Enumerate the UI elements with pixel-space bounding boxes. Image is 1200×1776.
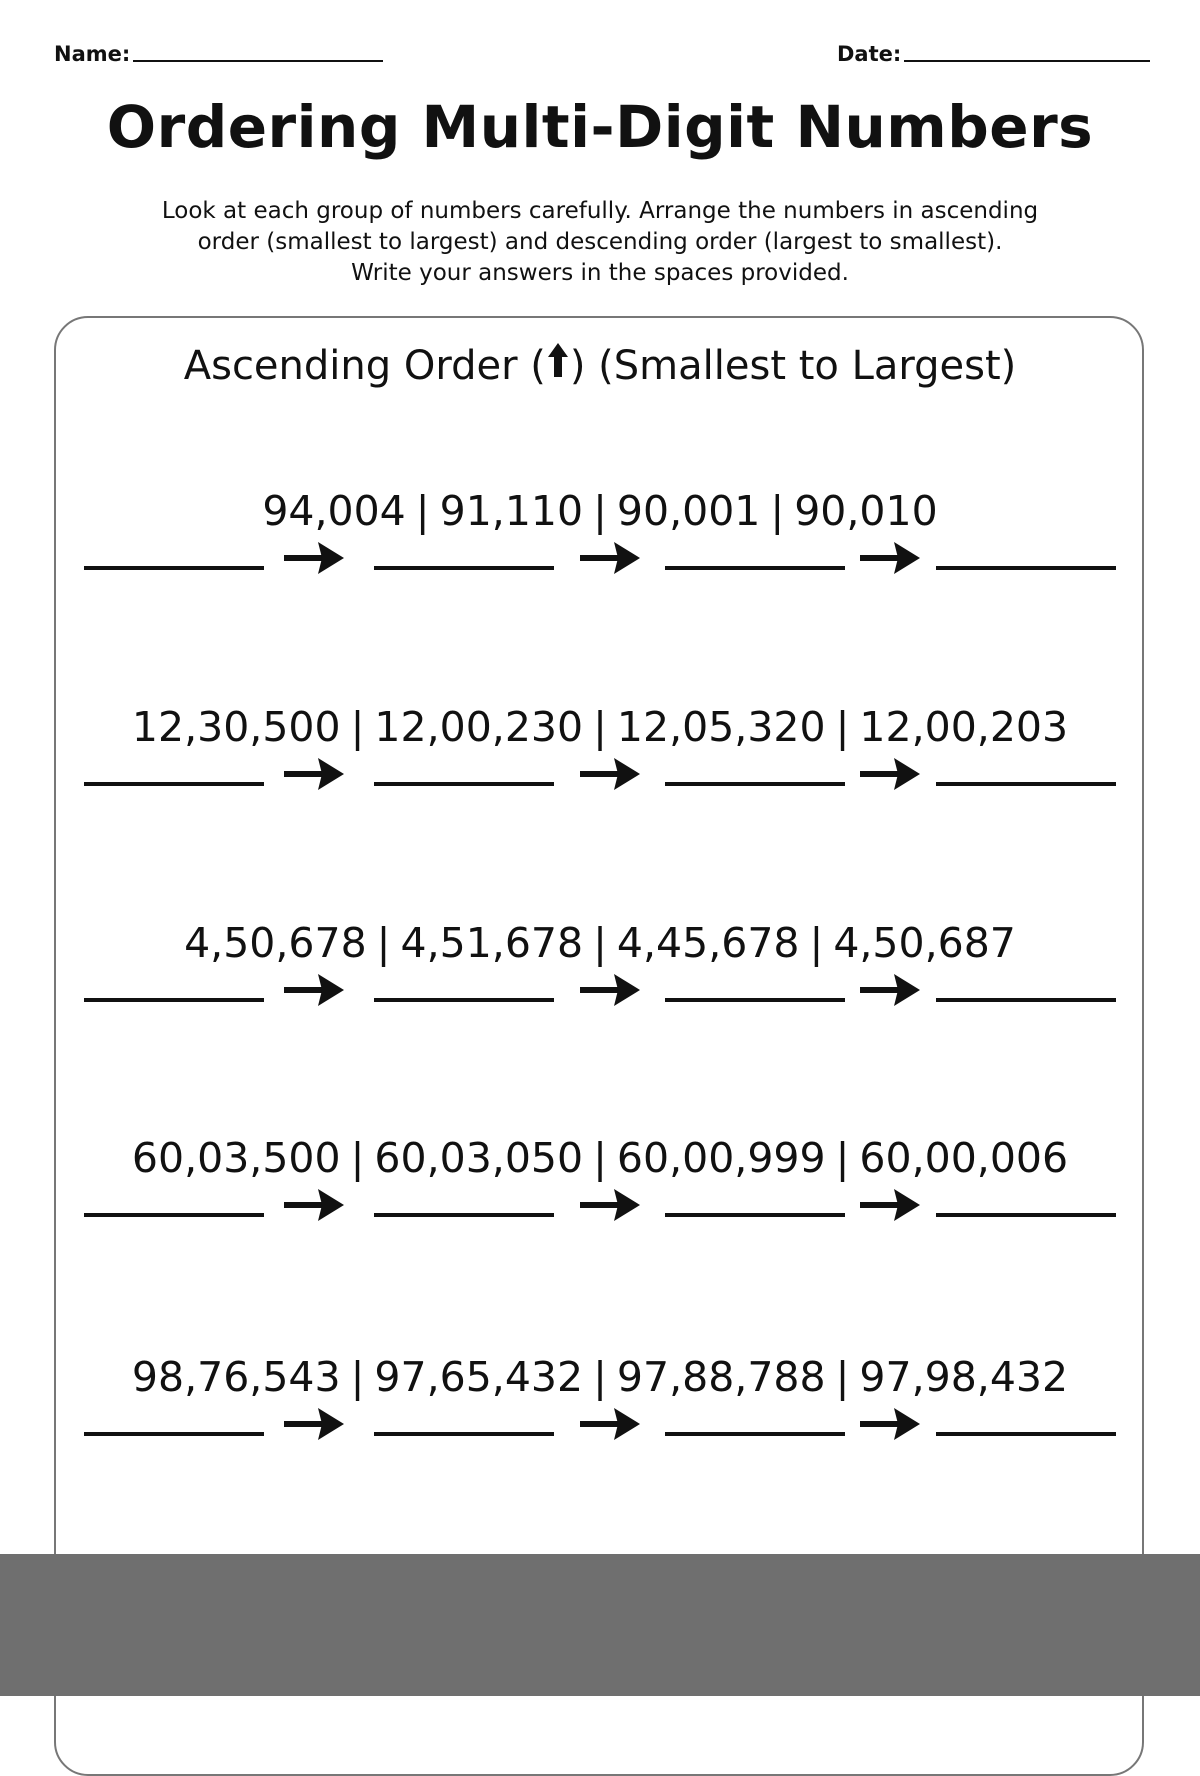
number-value: 4,50,687 [833,919,1016,967]
name-field[interactable] [54,42,383,66]
number-value: 90,001 [616,487,761,535]
date-field[interactable] [837,42,1150,66]
right-arrow-icon [578,756,642,796]
number-value: 12,05,320 [616,703,826,751]
separator: | [376,919,391,967]
right-arrow-icon [858,756,922,796]
number-value: 94,004 [262,487,406,535]
separator: | [835,1353,850,1401]
instructions-line: Look at each group of numbers carefully. Arrange the numbers in ascending [161,198,1039,224]
instructions-line: Write your answers in the spaces provided. [351,260,849,286]
number-value: 98,76,543 [131,1353,341,1401]
number-value: 12,00,230 [374,703,584,751]
right-arrow-icon [578,540,642,580]
right-arrow-icon [578,1406,642,1446]
section-title-end: ) (Smallest to Largest) [569,343,1017,389]
answer-blank[interactable] [84,566,264,570]
right-arrow-icon [282,756,346,796]
separator: | [809,919,824,967]
separator: | [593,487,607,535]
answer-blank[interactable] [665,998,845,1002]
number-value: 4,50,678 [184,919,367,967]
number-value: 97,65,432 [374,1353,584,1401]
number-value: 91,110 [439,487,584,535]
answer-blank[interactable] [936,566,1116,570]
number-value: 12,00,203 [859,703,1069,751]
name-label: Name: [54,42,131,66]
up-arrow-icon [547,341,569,391]
right-arrow-icon [858,1187,922,1227]
page-title: Ordering Multi-Digit Numbers [106,93,1094,161]
instructions-line: order (smallest to largest) and descending order (largest to smallest). [197,229,1003,255]
number-value: 97,98,432 [859,1353,1069,1401]
number-value: 4,51,678 [400,919,584,967]
number-group [0,486,1200,536]
number-value: 90,010 [794,487,938,535]
number-value: 4,45,678 [616,919,800,967]
number-value: 12,30,500 [131,703,341,751]
separator: | [835,1134,850,1182]
separator: | [350,1353,365,1401]
number-value: 97,88,788 [616,1353,826,1401]
date-label: Date: [837,42,902,66]
answer-blank[interactable] [374,1213,554,1217]
answer-blank[interactable] [374,782,554,786]
answer-blank[interactable] [936,782,1116,786]
number-value: 60,00,999 [616,1134,826,1182]
answer-blank[interactable] [84,1213,264,1217]
answer-blank[interactable] [84,1432,264,1436]
answer-blank[interactable] [936,1432,1116,1436]
number-value: 60,00,006 [859,1134,1069,1182]
number-group [0,1352,1200,1402]
number-group [0,702,1200,752]
right-arrow-icon [282,1406,346,1446]
separator: | [835,703,850,751]
right-arrow-icon [282,1187,346,1227]
date-blank-line[interactable] [904,60,1150,62]
right-arrow-icon [578,972,642,1012]
answer-blank[interactable] [374,1432,554,1436]
separator: | [593,1353,607,1401]
separator: | [415,487,430,535]
section-title [0,341,1200,395]
instructions [60,196,1140,289]
answer-blank[interactable] [936,1213,1116,1217]
bottom-bar [0,1554,1200,1696]
answer-blank[interactable] [665,1432,845,1436]
answer-blank[interactable] [374,998,554,1002]
number-group [0,918,1200,968]
right-arrow-icon [858,1406,922,1446]
answer-blank[interactable] [84,998,264,1002]
right-arrow-icon [282,972,346,1012]
section-title-start: Ascending Order ( [183,343,546,389]
separator: | [770,487,785,535]
answer-blank[interactable] [665,566,845,570]
number-group [0,1133,1200,1183]
separator: | [593,703,607,751]
right-arrow-icon [858,972,922,1012]
number-value: 60,03,050 [374,1134,584,1182]
answer-blank[interactable] [84,782,264,786]
right-arrow-icon [282,540,346,580]
answer-blank[interactable] [665,1213,845,1217]
separator: | [593,919,607,967]
name-blank-line[interactable] [133,60,383,62]
separator: | [593,1134,607,1182]
answer-blank[interactable] [665,782,845,786]
number-value: 60,03,500 [131,1134,341,1182]
separator: | [350,1134,365,1182]
separator: | [350,703,365,751]
right-arrow-icon [858,540,922,580]
answer-blank[interactable] [936,998,1116,1002]
right-arrow-icon [578,1187,642,1227]
answer-blank[interactable] [374,566,554,570]
